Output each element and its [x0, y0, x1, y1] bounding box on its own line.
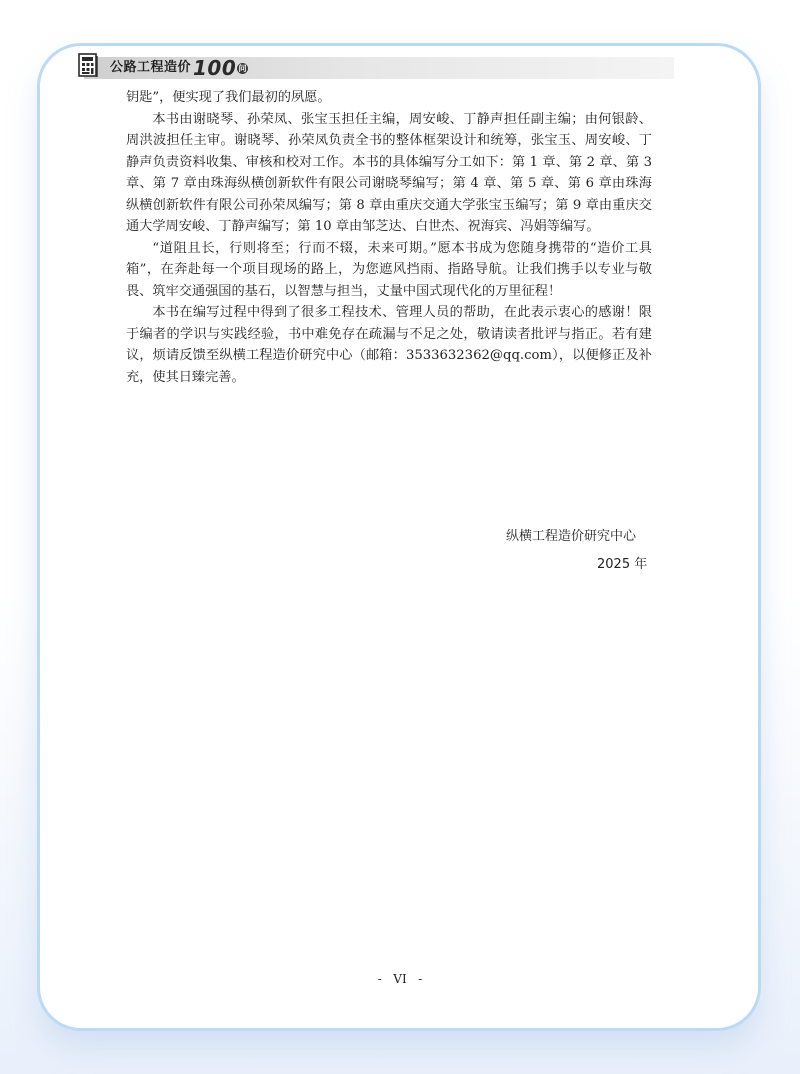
- signature-organization: 纵横工程造价研究中心: [506, 529, 637, 544]
- paragraph-continued: 钥匙”，便实现了我们最初的夙愿。: [126, 90, 331, 105]
- signature-year: 2025 年: [597, 557, 648, 572]
- calculator-book-icon: [78, 51, 100, 79]
- book-title-badge: 问: [238, 63, 248, 73]
- preface-body: [126, 87, 652, 388]
- paragraph-authors: 本书由谢晓琴、孙荣凤、张宝玉担任主编，周安峻、丁静声担任副主编；由何银龄、周洪波担任主审。谢晓琴、孙荣凤负责全书的整体框架设计和统筹，张宝玉、周安峻、丁静声负责资料收集、审核和校对工作。本书的具体编写分工如下：第 1 章、第 2 章、第 3 章、第 7 章由珠海纵横创新软件有限公司谢晓琴编写；第 4 章、第 5 章、第 6 章由珠海纵横创新软件有限公司孙荣凤编写；第 8 章由重庆交通大学张宝玉编写；第 9 章由重庆交通大学周安峻、丁静声编写；第 10 章由邹芝达、白世杰、祝海宾、冯娟等编写。: [126, 111, 652, 234]
- paragraph-thanks: 本书在编写过程中得到了很多工程技术、管理人员的帮助，在此表示衷心的感谢！限于编者的学识与实践经验，书中难免存在疏漏与不足之处，敬请读者批评与指正。若有建议，烦请反馈至纵横工程造价研究中心（邮箱：3533632362@qq.com），以便修正及补充，使其日臻完善。: [126, 305, 652, 385]
- book-title: [110, 58, 248, 78]
- book-title-text: 公路工程造价: [110, 60, 192, 75]
- paragraph-quote: “道阻且长，行则将至；行而不辍，未来可期。”愿本书成为您随身携带的“造价工具箱”，在奔赴每一个项目现场的路上，为您遮风挡雨、指路导航。让我们携手以专业与敬畏、筑牢交通强国的基石，以智慧与担当，丈量中国式现代化的万里征程！: [126, 240, 652, 299]
- page-number: - VI -: [377, 972, 423, 986]
- book-title-number: 100: [193, 56, 237, 80]
- running-header: [84, 57, 674, 79]
